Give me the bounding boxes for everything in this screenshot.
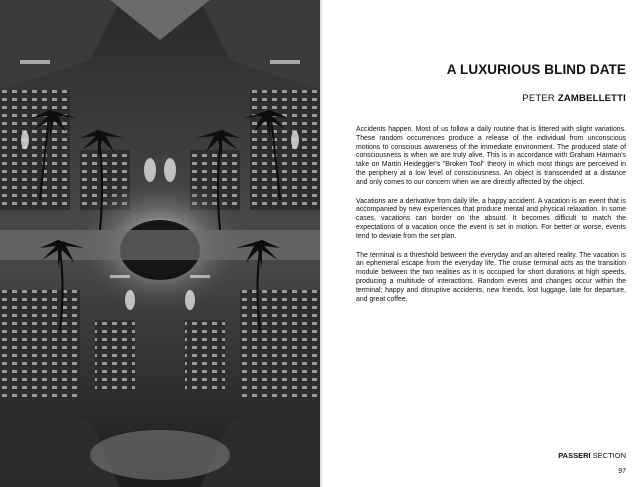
article-body: [356, 126, 626, 314]
section-name: PASSERI: [558, 451, 591, 460]
paragraph-3: The terminal is a threshold between the everyday and an altered reality. The vacation is an ephemeral escape from the everyday life. The cruise terminal acts as the transition module between the two realities as it is occupied for short durations at high speeds, producing a multitude of interactions. Random events and changes occur within the terminal; happy and disruptive accidents, new friends, lost luggage, late for departure, and great coffee.: [356, 251, 626, 303]
paragraph-2: Vacations are a derivative from daily life, a happy accident. A vacation is an event that is accompanied by new experiences that produce mental and physical relaxation. In some cases, vacations can border on the absurd. It becomes difficult to match the expectations of a vacation once the event is set in motion. For better or worse, events tend to deviate from the set plan.: [356, 197, 626, 240]
author-last-name: ZAMBELLETTI: [557, 93, 626, 104]
author-first-name: PETER: [522, 93, 555, 104]
paragraph-1: Accidents happen. Most of us follow a daily routine that is littered with slight variations. These random occurrences produce a release of the individual from unconscious motions to conscious awareness of the immediate environment. The produced state of consciousness is when we are truly alive. This is in accordance with Graham Harman's take on Martin Heidegger's "Broken Tool" theory in which most things are perceived in the periphery at a low level of consciousness. An object is transcended at a distance and only comes to our concern when we are directly affected by the object.: [356, 126, 626, 186]
section-label: [558, 451, 626, 460]
author-byline: [522, 93, 626, 104]
section-suffix: SECTION: [590, 451, 626, 460]
text-page: [322, 0, 640, 487]
article-title: A LUXURIOUS BLIND DATE: [446, 62, 626, 77]
page-number: 97: [618, 468, 626, 475]
